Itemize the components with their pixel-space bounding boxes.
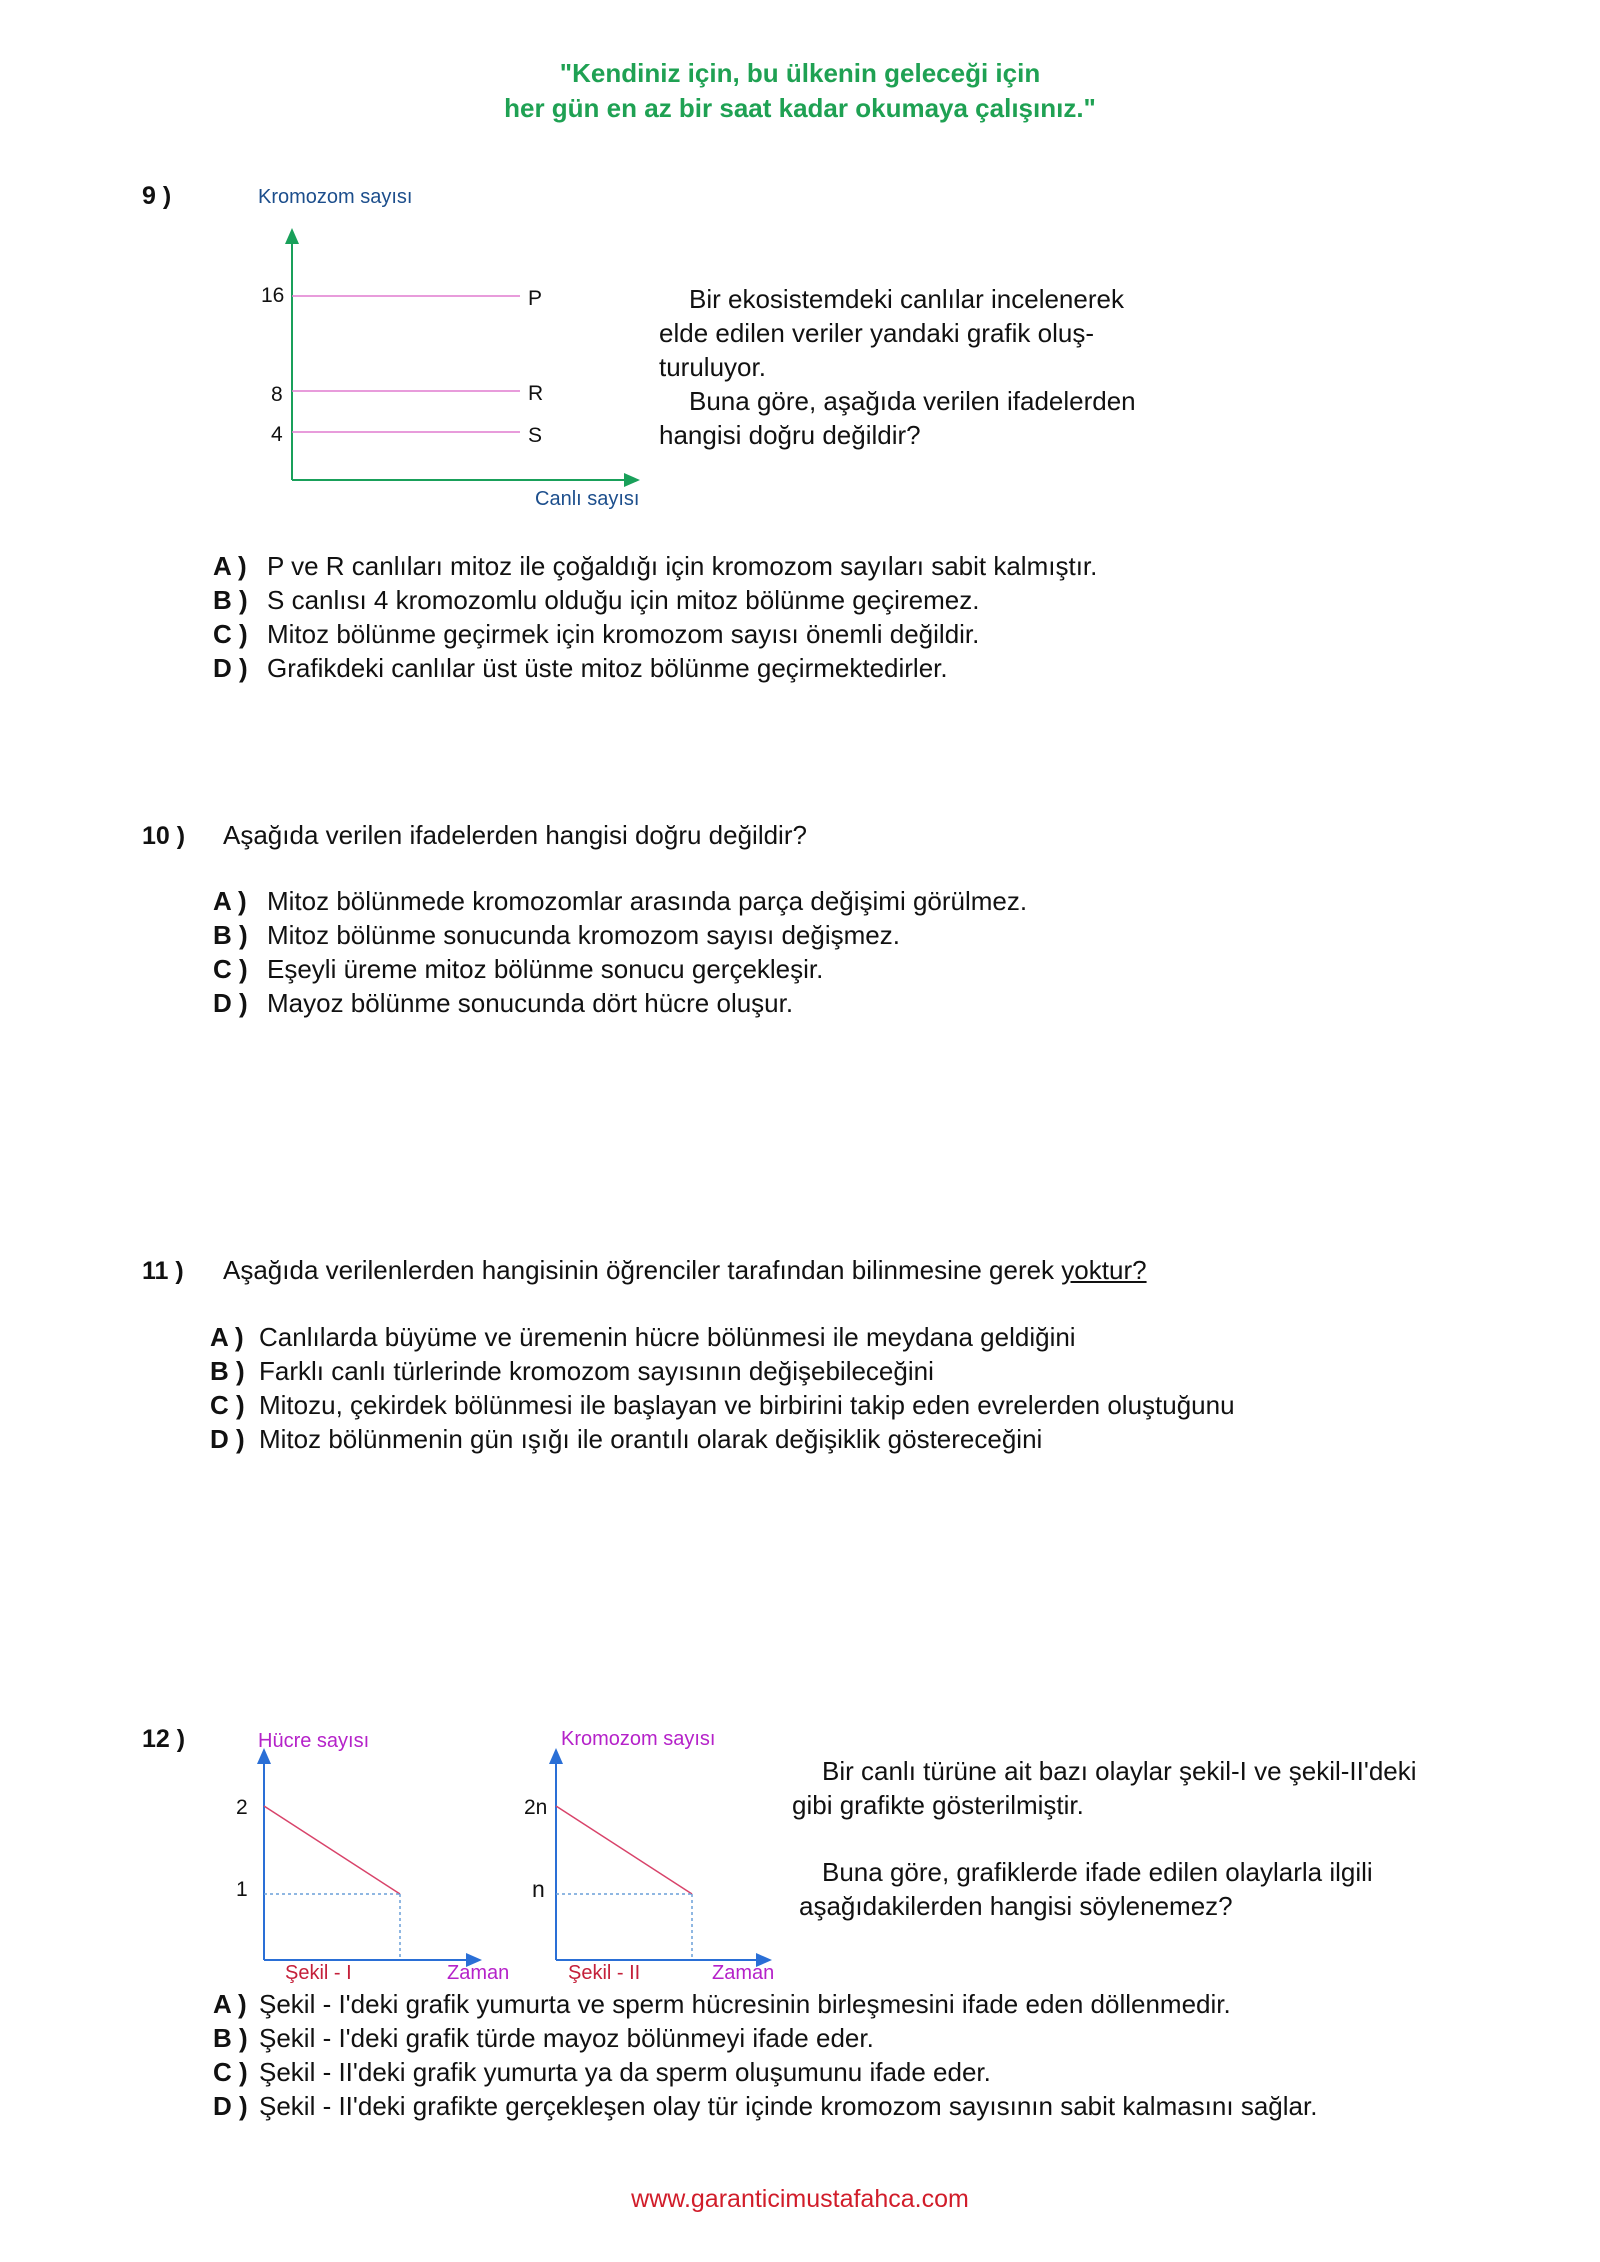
graph-x-axis-label: Canlı sayısı: [535, 488, 640, 510]
graph1-x-axis-label: Zaman: [447, 1962, 510, 1984]
question-10-text: Aşağıda verilen ifadelerden hangisi doğru değildir?: [223, 820, 807, 850]
option-text: Şekil - I'deki grafik yumurta ve sperm hücresinin birleşmesini ifade eden döllenmedir.: [259, 1989, 1231, 2019]
graph1-caption: Şekil - I: [285, 1962, 352, 1984]
option-text: S canlısı 4 kromozomlu olduğu için mitoz bölünme geçiremez.: [267, 585, 980, 615]
q12-para-line-3: Buna göre, grafiklerde ifade edilen olaylarla ilgili: [822, 1857, 1373, 1887]
option-letter: B ): [210, 1356, 245, 1386]
graph2-tick-n: n: [532, 1876, 545, 1902]
q9-para-line-3: turuluyor.: [659, 352, 766, 382]
series-label-s: S: [528, 424, 543, 447]
question-9-number: 9 ): [142, 182, 172, 210]
option-text: Farklı canlı türlerinde kromozom sayısının değişebileceğini: [259, 1356, 934, 1386]
option-letter: B ): [213, 2023, 248, 2053]
q9-para-line-4: Buna göre, aşağıda verilen ifadelerden: [689, 386, 1136, 416]
option-text: Eşeyli üreme mitoz bölünme sonucu gerçekleşir.: [267, 954, 824, 984]
option-text: Mitoz bölünme sonucunda kromozom sayısı değişmez.: [267, 920, 900, 950]
tick-label-8: 8: [271, 383, 283, 406]
option-text: Şekil - II'deki grafikte gerçekleşen olay tür içinde kromozom sayısının sabit kalmasını sağlar.: [259, 2091, 1318, 2121]
option-text: Mayoz bölünme sonucunda dört hücre oluşur.: [267, 988, 794, 1018]
option-letter: A ): [213, 886, 247, 916]
option-letter: B ): [213, 585, 248, 615]
q9-para-line-1: Bir ekosistemdeki canlılar incelenerek: [689, 284, 1124, 314]
option-text: Canlılarda büyüme ve üremenin hücre bölünmesi ile meydana geldiğini: [259, 1322, 1076, 1352]
q12-option-c[interactable]: [213, 2055, 991, 2089]
option-letter: C ): [210, 1390, 245, 1420]
graph2-line: [556, 1806, 692, 1894]
q12-option-a[interactable]: [213, 1987, 1231, 2021]
graph1-y-axis-label: Hücre sayısı: [258, 1730, 370, 1752]
option-text: Mitoz bölünmede kromozomlar arasında parça değişimi görülmez.: [267, 886, 1028, 916]
option-letter: C ): [213, 619, 248, 649]
graph1-line: [264, 1806, 400, 1894]
q12-option-d[interactable]: [213, 2089, 1317, 2123]
question-11-underlined: yoktur?: [1061, 1255, 1147, 1285]
question-11-number: 11 ): [142, 1257, 184, 1285]
q9-para-line-5: hangisi doğru değildir?: [659, 420, 921, 450]
graph2-y-axis-label: Kromozom sayısı: [561, 1728, 716, 1750]
option-text: Mitoz bölünmenin gün ışığı ile orantılı olarak değişiklik göstereceğini: [259, 1424, 1043, 1454]
option-letter: A ): [213, 551, 247, 581]
option-text: Mitoz bölünme geçirmek için kromozom sayısı önemli değildir.: [267, 619, 980, 649]
option-letter: A ): [213, 1989, 247, 2019]
option-letter: D ): [213, 653, 248, 683]
option-text: Şekil - I'deki grafik türde mayoz bölünmeyi ifade eder.: [259, 2023, 874, 2053]
option-letter: D ): [213, 2091, 248, 2121]
tick-label-4: 4: [271, 423, 283, 446]
graph2-x-axis-label: Zaman: [712, 1962, 775, 1984]
option-letter: A ): [210, 1322, 244, 1352]
question-12-number: 12 ): [142, 1725, 186, 1753]
q9-para-line-2: elde edilen veriler yandaki grafik oluş-: [659, 318, 1095, 348]
option-text: Mitozu, çekirdek bölünmesi ile başlayan ve birbirini takip eden evrelerden oluştuğunu: [259, 1390, 1235, 1420]
option-letter: D ): [210, 1424, 245, 1454]
graph-y-axis-label: Kromozom sayısı: [258, 186, 413, 208]
option-letter: C ): [213, 2057, 248, 2087]
option-text: Şekil - II'deki grafik yumurta ya da sperm oluşumunu ifade eder.: [259, 2057, 991, 2087]
q12-para-line-4: aşağıdakilerden hangisi söylenemez?: [799, 1891, 1233, 1921]
option-letter: B ): [213, 920, 248, 950]
q12-option-b[interactable]: [213, 2021, 874, 2055]
graph1-tick-2: 2: [236, 1796, 248, 1819]
graph2-caption: Şekil - II: [568, 1962, 641, 1984]
motto-line-1: "Kendiniz için, bu ülkenin geleceği için: [559, 58, 1041, 88]
graph1-tick-1: 1: [236, 1878, 248, 1901]
q12-para-line-2: gibi grafikte gösterilmiştir.: [792, 1790, 1084, 1820]
motto-line-2: her gün en az bir saat kadar okumaya çalışınız.": [504, 93, 1096, 123]
option-letter: C ): [213, 954, 248, 984]
option-text: P ve R canlıları mitoz ile çoğaldığı için kromozom sayıları sabit kalmıştır.: [267, 551, 1098, 581]
question-10-number: 10 ): [142, 822, 186, 850]
q12-para-line-1: Bir canlı türüne ait bazı olaylar şekil-I ve şekil-II'deki: [822, 1756, 1417, 1786]
series-label-r: R: [528, 382, 544, 405]
option-letter: D ): [213, 988, 248, 1018]
question-12-graphs: [0, 0, 800, 2000]
question-11-main: Aşağıda verilenlerden hangisinin öğrenciler tarafından bilinmesine gerek: [223, 1255, 1062, 1285]
graph2-tick-2n: 2n: [524, 1796, 548, 1819]
footer-website-link[interactable]: www.garanticimustafahca.com: [631, 2185, 969, 2213]
series-label-p: P: [528, 287, 543, 310]
option-text: Grafikdeki canlılar üst üste mitoz bölünme geçirmektedirler.: [267, 653, 948, 683]
tick-label-16: 16: [261, 284, 285, 307]
